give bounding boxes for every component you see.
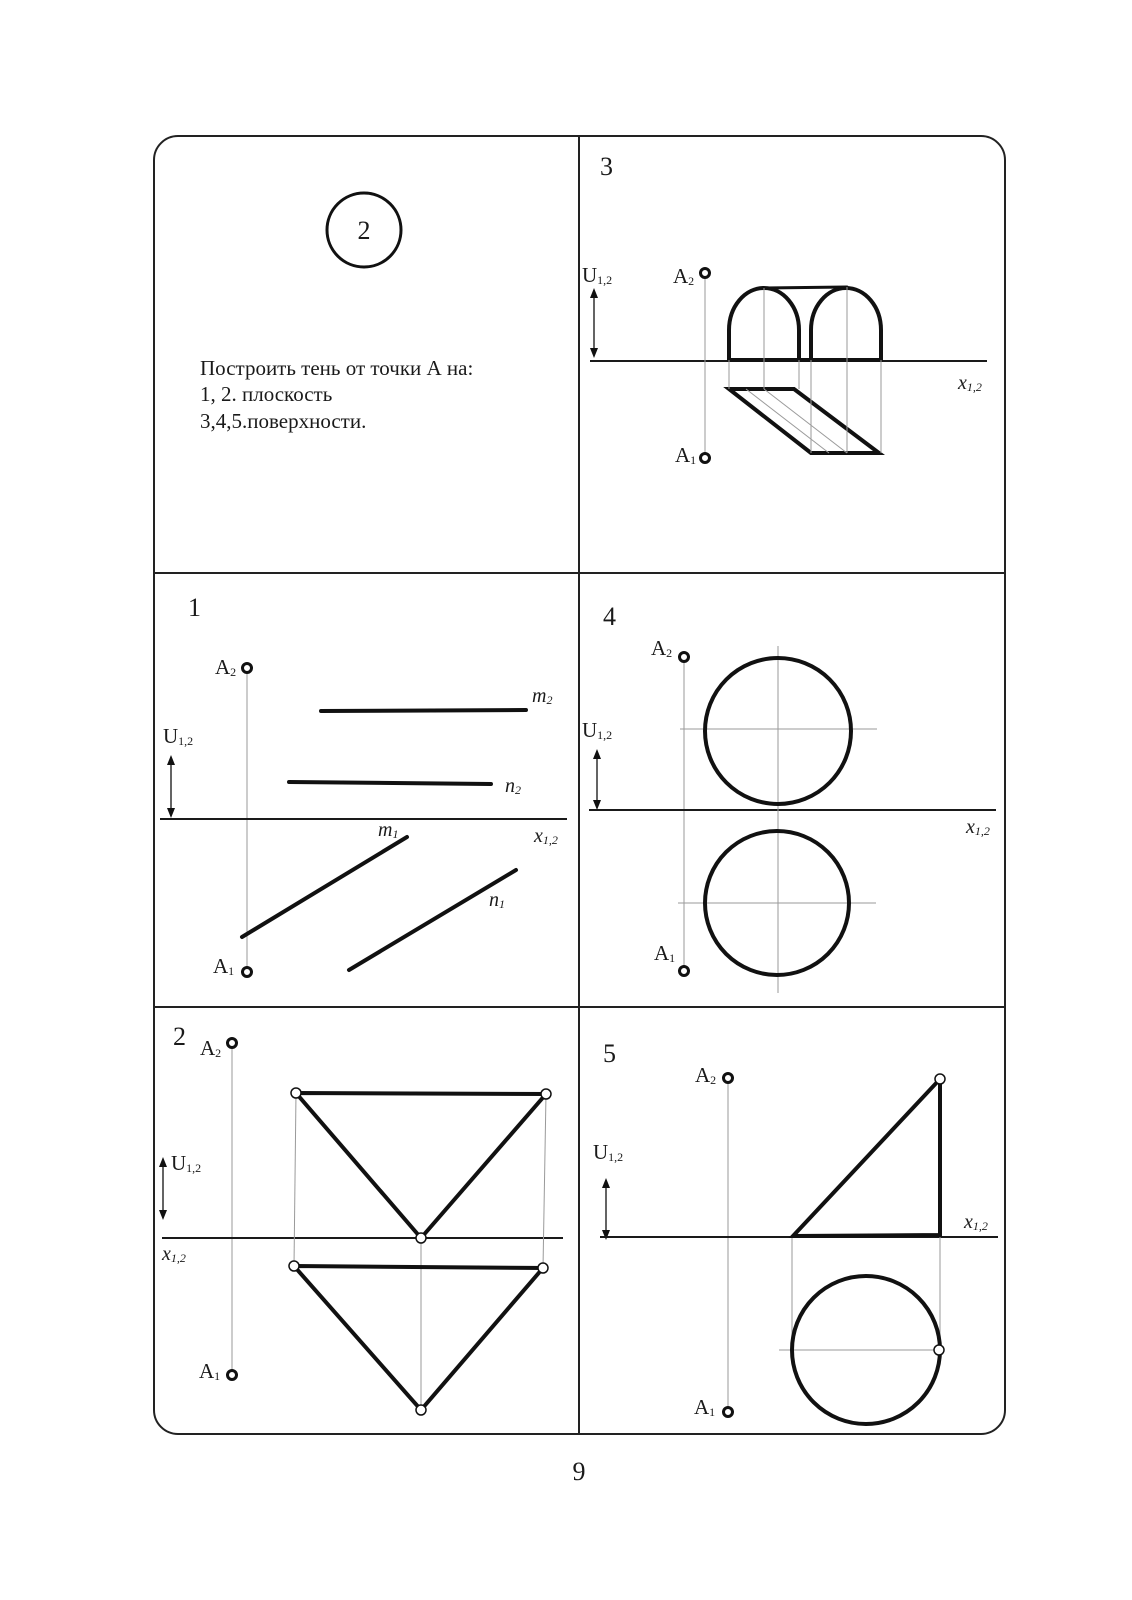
u-arrow-head-up [159,1157,167,1167]
u-label: U1,2 [171,1151,202,1175]
x-axis-label: x1,2 [964,1211,988,1233]
task-number: 2 [357,216,371,245]
line-n2 [289,782,491,784]
vertex [416,1233,426,1243]
a1-label: A1 [213,954,235,978]
a2-label: A2 [695,1063,717,1087]
u-arrow-head-up [590,288,598,298]
point-a1 [680,967,689,976]
vertex [289,1261,299,1271]
u-arrow-head-down [602,1230,610,1240]
task-line-2: 1, 2. плоскость [200,382,333,406]
panel-number: 1 [188,593,201,622]
point-a2 [701,269,710,278]
u-label: U1,2 [582,718,613,742]
a2-label: A2 [200,1036,222,1060]
panel-number: 2 [173,1022,186,1051]
cylinder-back-arc [811,288,881,360]
u-arrow-head-up [593,749,601,759]
a2-label: A2 [673,264,695,288]
line-m2 [321,710,526,711]
point-a1 [228,1371,237,1380]
u-label: U1,2 [582,263,613,287]
task-line-3: 3,4,5.поверхности. [200,409,367,433]
a1-label: A1 [654,941,676,965]
task-cell [200,193,473,433]
vertex [541,1089,551,1099]
point-a2 [243,664,252,673]
line-m1 [242,837,407,937]
a1-label: A1 [694,1395,716,1419]
line-n1 [349,870,516,970]
point-a2 [228,1039,237,1048]
x-axis-label: x1,2 [958,372,982,394]
panel-3 [582,152,987,467]
point-a1 [701,454,710,463]
n2-label: n2 [505,775,521,797]
u-arrow-head-up [602,1178,610,1188]
cylinder-top-generatrix [764,287,847,288]
x-axis-label: x1,2 [966,816,990,838]
link-left [294,1093,296,1266]
u-arrow-head-down [167,808,175,818]
point-a2 [724,1074,733,1083]
point-a2 [680,653,689,662]
x-axis-label: x1,2 [534,825,558,847]
u-arrow-head-down [590,348,598,358]
cylinder-top-view [729,389,879,453]
apex-top-point [934,1345,944,1355]
u-arrow-head-down [159,1210,167,1220]
point-a1 [243,968,252,977]
panel-5 [593,1039,998,1424]
panel-4 [582,602,996,993]
task-line-1: Построить тень от точки А на: [200,356,474,380]
link-right [543,1094,546,1268]
panel-2 [159,1022,563,1415]
n1-label: n1 [489,889,505,911]
u-label: U1,2 [593,1140,624,1164]
apex-vertex [935,1074,945,1084]
u-arrow-head-down [593,800,601,810]
u-arrow-head-up [167,755,175,765]
a2-label: A2 [651,636,673,660]
m2-label: m2 [532,685,553,707]
top-view-inner-2 [746,389,829,453]
cone-front-view [793,1079,940,1236]
triangle-top-view [294,1266,543,1410]
u-label: U1,2 [163,724,194,748]
panel-number: 3 [600,152,613,181]
panel-number: 5 [603,1039,616,1068]
panel-1 [160,593,567,978]
panel-number: 4 [603,602,616,631]
triangle-front-view [296,1093,546,1238]
x-axis-label: x1,2 [162,1243,186,1265]
a1-label: A1 [675,443,697,467]
a2-label: A2 [215,655,237,679]
vertex [416,1405,426,1415]
vertex [291,1088,301,1098]
m1-label: m1 [378,819,399,841]
point-a1 [724,1408,733,1417]
page-number: 9 [572,1457,586,1486]
vertex [538,1263,548,1273]
a1-label: A1 [199,1359,221,1383]
